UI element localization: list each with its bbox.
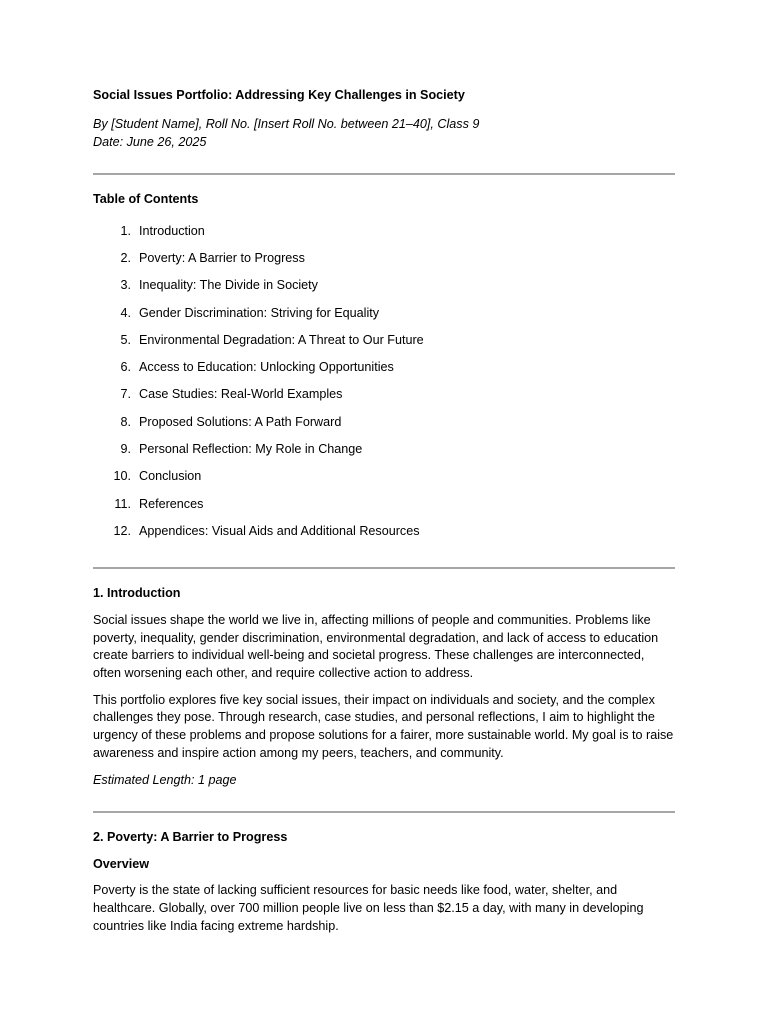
toc-item [93, 327, 675, 354]
toc-item [93, 218, 675, 245]
toc-item [93, 245, 675, 272]
poverty-paragraph-1: Poverty is the state of lacking sufficient resources for basic needs like food, water, shelter, and healthcare. Globally, over 700 million people live on less than $2.15 a day, with many in developing countries like India facing extreme hardship. [93, 883, 644, 933]
toc-item [93, 354, 675, 381]
toc-item [93, 491, 675, 518]
toc-item-number: 2. [120, 250, 131, 265]
byline-block [93, 116, 675, 151]
estimated-length-note: Estimated Length: 1 page [93, 772, 237, 787]
toc-item-label: Conclusion [139, 469, 202, 484]
toc-item [93, 409, 675, 436]
date-line: Date: June 26, 2025 [93, 134, 207, 149]
toc-heading: Table of Contents [93, 192, 199, 207]
toc-item-label: Personal Reflection: My Role in Change [139, 442, 363, 456]
toc-item [93, 300, 675, 327]
toc-item-number: 12. [113, 523, 131, 538]
divider [93, 811, 675, 813]
toc-item-label: Introduction [139, 223, 205, 238]
toc-item-number: 4. [120, 305, 131, 320]
toc-item-number: 6. [120, 360, 131, 375]
toc-item-label: Gender Discrimination: Striving for Equality [139, 305, 380, 320]
toc-item-label: Case Studies: Real-World Examples [139, 387, 343, 402]
introduction-paragraph-1: Social issues shape the world we live in, affecting millions of people and communities. Problems like poverty, inequality, gender discrimination, environmental degradation, and lack of access to education create barriers to individual well-being and societal progress. These challenges are interconnected, often worsening each other, and require collective action to address. [93, 612, 659, 680]
divider [93, 173, 675, 175]
toc-item-label: Environmental Degradation: A Threat to Our Future [139, 332, 424, 347]
toc-item-label: Inequality: The Divide in Society [139, 278, 318, 293]
toc-item-number: 3. [120, 278, 131, 293]
poverty-heading: 2. Poverty: A Barrier to Progress [93, 830, 288, 845]
toc-list [93, 218, 675, 546]
document-title: Social Issues Portfolio: Addressing Key Challenges in Society [93, 88, 465, 102]
toc-item-label: Poverty: A Barrier to Progress [139, 250, 305, 265]
toc-item [93, 518, 675, 545]
toc-item [93, 382, 675, 409]
toc-item-label: Access to Education: Unlocking Opportunities [139, 360, 394, 375]
toc-item-label: Proposed Solutions: A Path Forward [139, 414, 342, 429]
toc-item [93, 463, 675, 490]
toc-item-number: 10. [113, 469, 131, 484]
toc-item-number: 7. [120, 387, 131, 402]
author-line: By [Student Name], Roll No. [Insert Roll No. between 21–40], Class 9 [93, 117, 480, 131]
toc-item [93, 272, 675, 299]
toc-item-number: 8. [120, 414, 131, 429]
toc-item-label: References [139, 496, 204, 511]
introduction-paragraph-2: This portfolio explores five key social issues, their impact on individuals and society, and the complex challenges they pose. Through research, case studies, and personal reflections, I aim to highlight the urgency of these problems and propose solutions for a fairer, more sustainable world. My goal is to raise awareness and inspire action among my peers, teachers, and community. [93, 692, 674, 760]
toc-item-number: 11. [114, 496, 131, 511]
divider [93, 567, 675, 569]
toc-item [93, 436, 675, 463]
introduction-heading: 1. Introduction [93, 586, 181, 601]
toc-item-number: 9. [120, 442, 131, 456]
poverty-overview-subheading: Overview [93, 856, 150, 871]
toc-item-number: 5. [120, 332, 131, 347]
toc-item-label: Appendices: Visual Aids and Additional Resources [139, 523, 420, 538]
toc-item-number: 1. [120, 223, 131, 238]
